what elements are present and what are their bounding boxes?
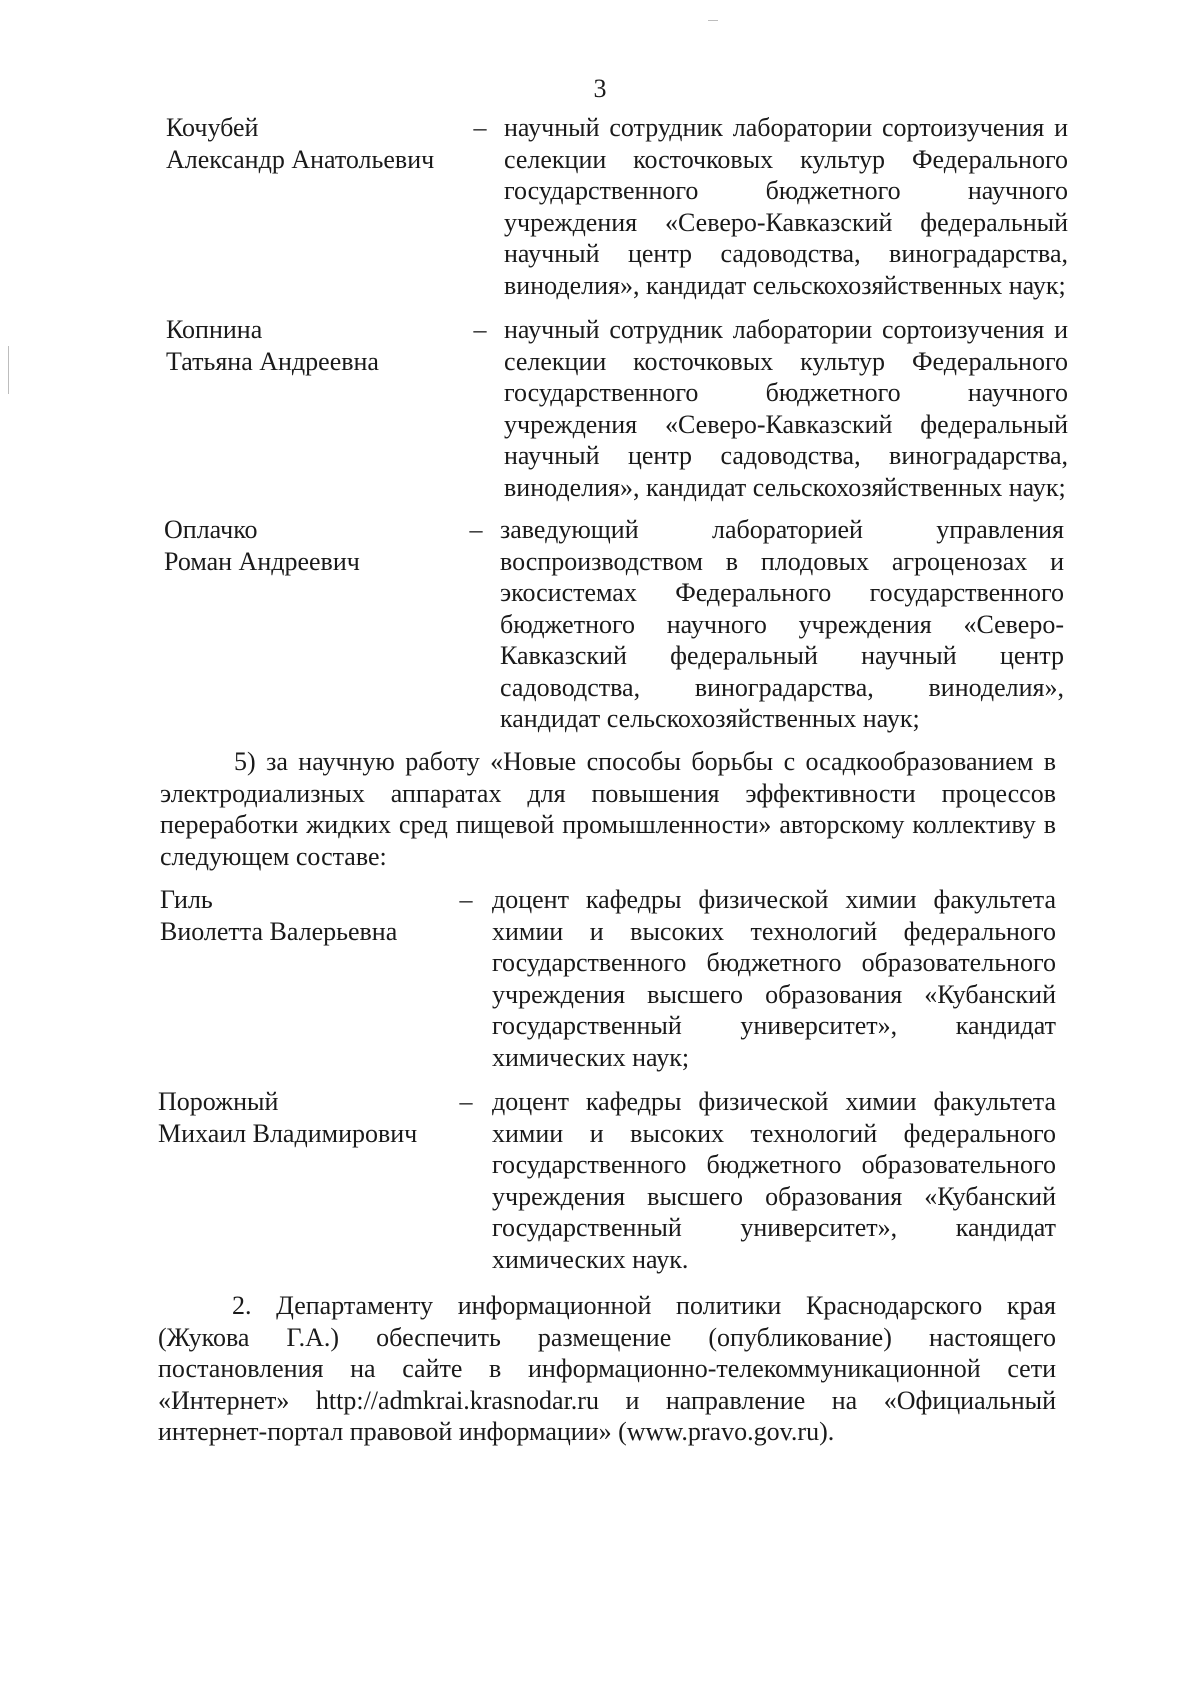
- member-name: Кочубей Александр Анатольевич: [166, 113, 435, 174]
- role-line: государственный университет», кандидат: [492, 1213, 1056, 1242]
- member-role: [492, 1086, 1056, 1275]
- role-line: государственного бюджетного научного: [504, 378, 1068, 407]
- role-line: кандидат сельскохозяйственных наук;: [500, 704, 920, 733]
- role-line: научный сотрудник лаборатории сортоизучения и: [504, 315, 1068, 344]
- role-line: учреждения высшего образования «Кубанский: [492, 1181, 1056, 1211]
- paragraph-line: (Жукова Г.А.) обеспечить размещение (опубликование) настоящего: [158, 1322, 1056, 1352]
- role-line: научный центр садоводства, виноградарства,: [504, 239, 1068, 268]
- scan-artifact: [8, 346, 9, 394]
- member-role: [504, 112, 1068, 301]
- role-line: химических наук.: [492, 1244, 689, 1274]
- member-dash: –: [469, 515, 483, 544]
- paragraph-line: постановления на сайте в информационно-телекоммуникационной сети: [158, 1354, 1056, 1383]
- member-dash: –: [473, 113, 487, 142]
- member-dash: –: [459, 1087, 473, 1116]
- member-entry: [164, 514, 1064, 744]
- role-line: химии и высоких технологий федерального: [492, 1118, 1056, 1148]
- role-line: учреждения высшего образования «Кубанский: [492, 979, 1056, 1009]
- role-line: виноделия», кандидат сельскохозяйственных наук;: [504, 270, 1066, 300]
- role-line: Кавказский федеральный научный центр: [500, 641, 1064, 670]
- role-line: государственного бюджетного образовательного: [492, 1150, 1056, 1179]
- paragraph-line: переработки жидких сред пищевой промышленности» авторскому коллективу в: [160, 810, 1056, 839]
- role-line: учреждения «Северо-Кавказский федеральный: [504, 207, 1068, 237]
- role-line: доцент кафедры физической химии факультета: [492, 1087, 1056, 1116]
- member-entry: [166, 112, 1066, 312]
- member-name: Гиль Виолетта Валерьевна: [160, 885, 398, 946]
- paragraph-line: электродиализных аппаратах для повышения эффективности процессов: [160, 778, 1056, 808]
- role-line: химических наук;: [492, 1042, 690, 1072]
- role-line: селекции косточковых культур Федерального: [504, 144, 1068, 174]
- role-line: государственного бюджетного научного: [504, 176, 1068, 205]
- role-line: научный центр садоводства, виноградарства,: [504, 441, 1068, 470]
- member-entry: [158, 1086, 1058, 1286]
- paragraph-line: 5) за научную работу «Новые способы борьбы с осадкообразованием в: [234, 747, 1056, 776]
- role-line: экосистемах Федерального государственного: [500, 578, 1064, 607]
- item5-paragraph: [160, 746, 1056, 872]
- member-name: Оплачко Роман Андреевич: [164, 515, 360, 576]
- role-line: воспроизводством в плодовых агроценозах и: [500, 546, 1064, 576]
- role-line: селекции косточковых культур Федерального: [504, 346, 1068, 376]
- item2-paragraph: [158, 1290, 1056, 1448]
- role-line: доцент кафедры физической химии факультета: [492, 885, 1056, 914]
- member-entry: [166, 314, 1066, 514]
- member-name: Порожный Михаил Владимирович: [158, 1087, 418, 1148]
- role-line: государственного бюджетного образовательного: [492, 948, 1056, 977]
- paragraph-line: 2. Департаменту информационной политики Краснодарского края: [232, 1291, 1056, 1320]
- member-role: [500, 514, 1064, 735]
- paragraph-line: «Интернет» http://admkrai.krasnodar.ru и направление на «Официальный: [158, 1385, 1056, 1415]
- role-line: государственный университет», кандидат: [492, 1011, 1056, 1040]
- member-role: [504, 314, 1068, 503]
- role-line: заведующий лабораторией управления: [500, 515, 1064, 544]
- paragraph-line: интернет-портал правовой информации» (www.pravo.gov.ru).: [158, 1417, 835, 1446]
- role-line: бюджетного научного учреждения «Северо-: [500, 609, 1064, 639]
- paragraph-line: следующем составе:: [160, 841, 387, 871]
- member-dash: –: [473, 315, 487, 344]
- role-line: химии и высоких технологий федерального: [492, 916, 1056, 946]
- role-line: учреждения «Северо-Кавказский федеральный: [504, 409, 1068, 439]
- member-name: Копнина Татьяна Андреевна: [166, 315, 379, 376]
- member-entry: [160, 884, 1060, 1084]
- role-line: научный сотрудник лаборатории сортоизучения и: [504, 113, 1068, 142]
- member-role: [492, 884, 1056, 1073]
- page-number: 3: [593, 74, 607, 103]
- scan-artifact: [708, 20, 718, 21]
- member-dash: –: [459, 885, 473, 914]
- role-line: виноделия», кандидат сельскохозяйственных наук;: [504, 472, 1066, 502]
- role-line: садоводства, виноградарства, виноделия»,: [500, 672, 1064, 702]
